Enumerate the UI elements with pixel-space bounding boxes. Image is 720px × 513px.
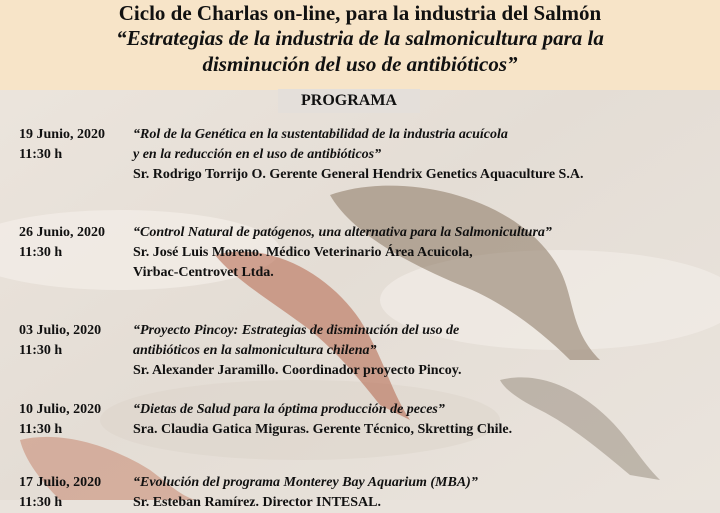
entry-time: 11:30 h [19,147,63,162]
entry-speaker: Sr. Esteban Ramírez. Director INTESAL. [133,495,381,510]
entry-title-continued: y en la reducción en el uso de antibióticos” [133,147,382,162]
entry-title: “Dietas de Salud para la óptima producción de peces” [133,402,445,417]
entry-speaker: Sr. José Luis Moreno. Médico Veterinario Área Acuicola, [133,245,473,260]
entry-title: “Control Natural de patógenos, una alternativa para la Salmonicultura” [133,225,552,240]
entry-date: 03 Julio, 2020 [19,323,102,338]
header-subtitle-line2: disminución del uso de antibióticos” [202,52,518,76]
entry-time: 11:30 h [19,343,63,358]
program-heading: PROGRAMA [278,89,420,113]
entry-time: 11:30 h [19,422,63,437]
header-subtitle-line1: “Estrategias de la industria de la salmonicultura para la [116,26,604,50]
entry-time: 11:30 h [19,245,63,260]
entry-speaker: Sra. Claudia Gatica Miguras. Gerente Técnico, Skretting Chile. [133,422,513,437]
entry-date: 10 Julio, 2020 [19,402,102,417]
entry-title: “Proyecto Pincoy: Estrategias de disminución del uso de [133,323,460,338]
entry-date: 19 Junio, 2020 [19,127,105,142]
entry-speaker: Sr. Alexander Jaramillo. Coordinador proyecto Pincoy. [133,363,462,378]
entry-speaker: Sr. Rodrigo Torrijo O. Gerente General Hendrix Genetics Aquaculture S.A. [133,167,584,182]
entry-date: 26 Junio, 2020 [19,225,105,240]
header-title: Ciclo de Charlas on-line, para la industria del Salmón [118,1,602,25]
entry-date: 17 Julio, 2020 [19,475,102,490]
document-header [0,0,720,90]
entry-time: 11:30 h [19,495,63,510]
entry-title: “Rol de la Genética en la sustentabilidad de la industria acuícola [133,127,508,142]
entry-speaker-continued: Virbac-Centrovet Ltda. [133,265,274,280]
entry-title-continued: antibióticos en la salmonicultura chilena” [133,343,377,358]
entry-title: “Evolución del programa Monterey Bay Aquarium (MBA)” [133,475,478,490]
